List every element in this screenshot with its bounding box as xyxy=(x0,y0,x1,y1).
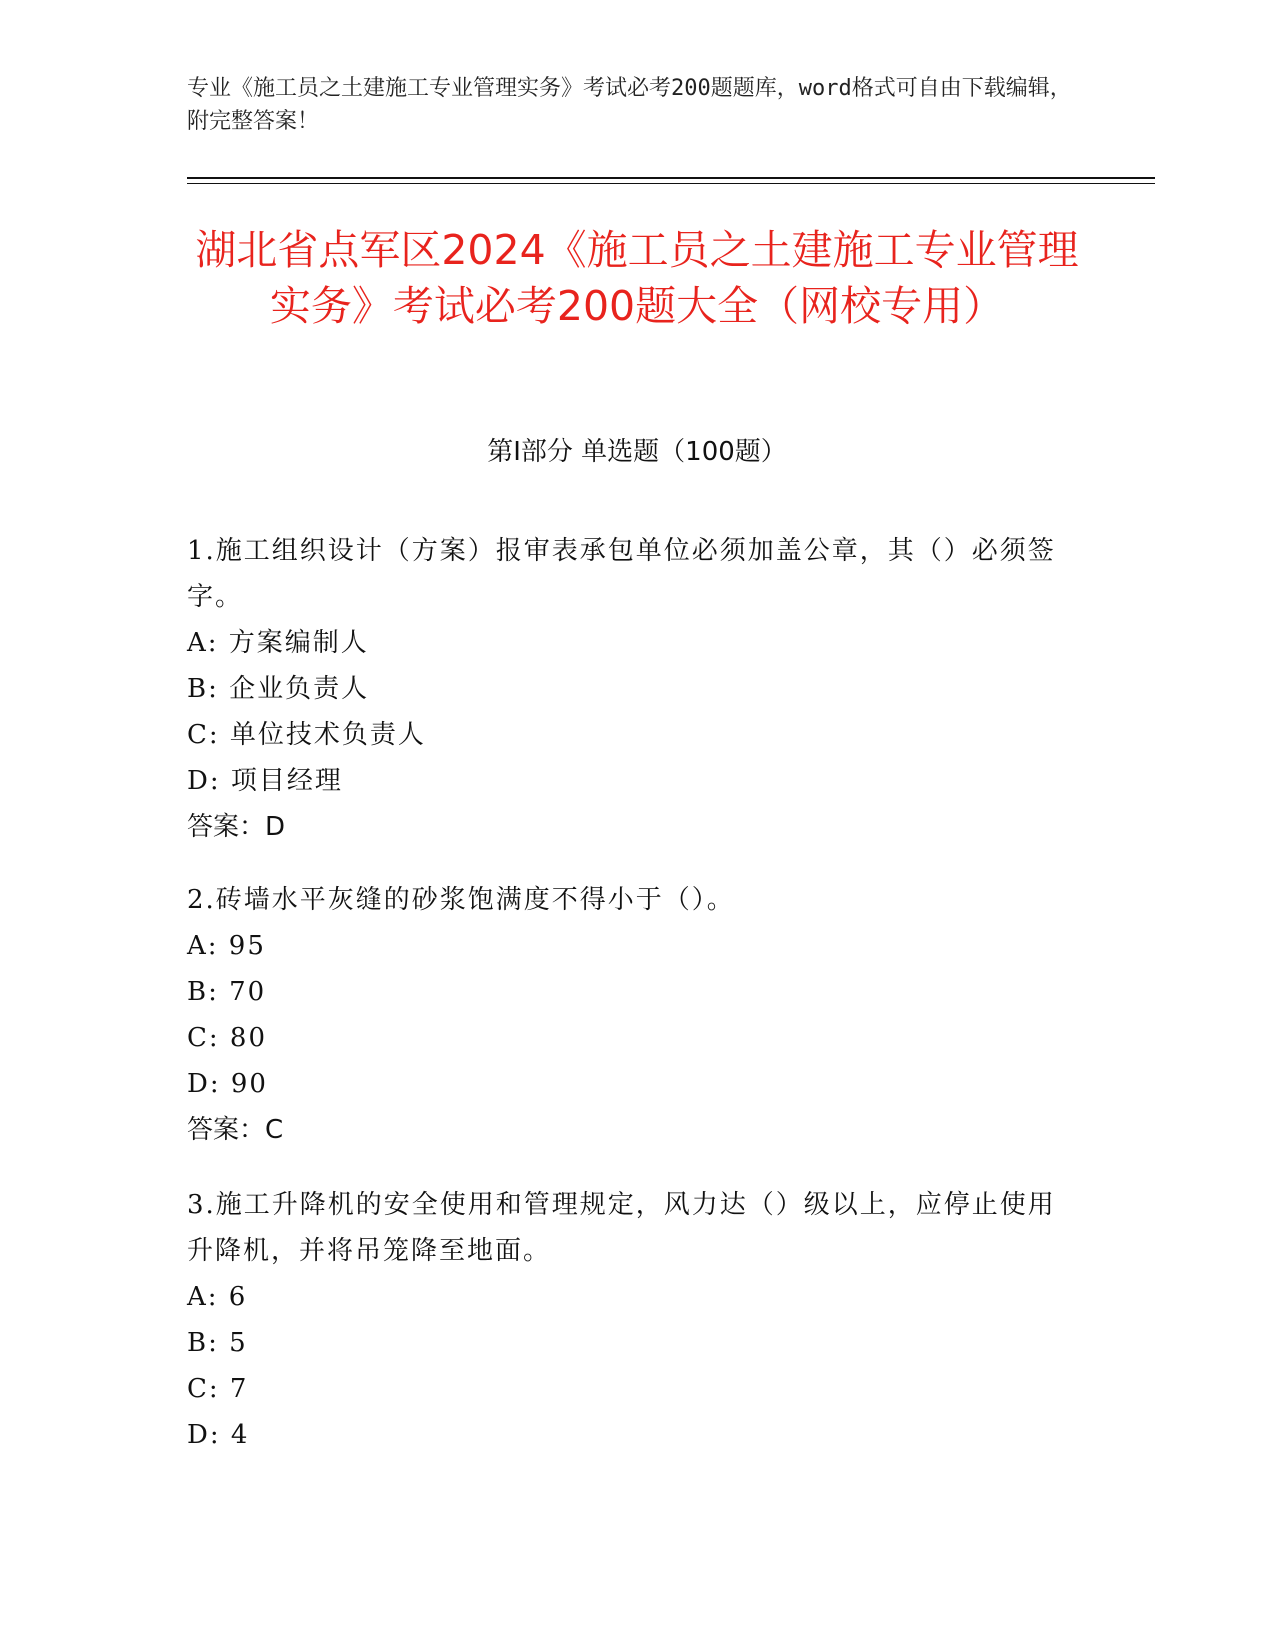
option-a: A: 6 xyxy=(187,1282,248,1312)
option-d: D: 项目经理 xyxy=(187,766,343,796)
option-b: B: 企业负责人 xyxy=(187,674,370,704)
option-d: D: 90 xyxy=(187,1069,268,1099)
option-b: B: 70 xyxy=(187,977,267,1007)
option-d: D: 4 xyxy=(187,1420,250,1450)
header-divider-thin xyxy=(187,183,1155,184)
answer: 答案：C xyxy=(187,1115,284,1145)
question-stem: 1.施工组织设计（方案）报审表承包单位必须加盖公章，其（）必须签字。 xyxy=(187,536,1056,612)
option-c: C: 单位技术负责人 xyxy=(187,720,426,750)
question-3 xyxy=(187,1182,1067,1458)
question-1 xyxy=(187,528,1067,850)
question-stem: 3.施工升降机的安全使用和管理规定，风力达（）级以上，应停止使用升降机，并将吊笼降至地面。 xyxy=(187,1190,1056,1266)
question-2 xyxy=(187,877,1067,1153)
option-c: C: 7 xyxy=(187,1374,249,1404)
option-b: B: 5 xyxy=(187,1328,248,1358)
section-title: 第I部分 单选题（100题） xyxy=(487,437,787,467)
option-c: C: 80 xyxy=(187,1023,268,1053)
header-divider-thick xyxy=(187,177,1155,179)
option-a: A: 95 xyxy=(187,931,266,961)
question-stem: 2.砖墙水平灰缝的砂浆饱满度不得小于（）。 xyxy=(187,885,735,915)
option-a: A: 方案编制人 xyxy=(187,628,369,658)
header-note: 专业《施工员之土建施工专业管理实务》考试必考200题题库，word格式可自由下载编辑，附完整答案！ xyxy=(187,76,1072,134)
document-title: 湖北省点军区2024《施工员之土建施工专业管理实务》考试必考200题大全（网校专用） xyxy=(195,226,1079,330)
answer: 答案：D xyxy=(187,812,286,842)
